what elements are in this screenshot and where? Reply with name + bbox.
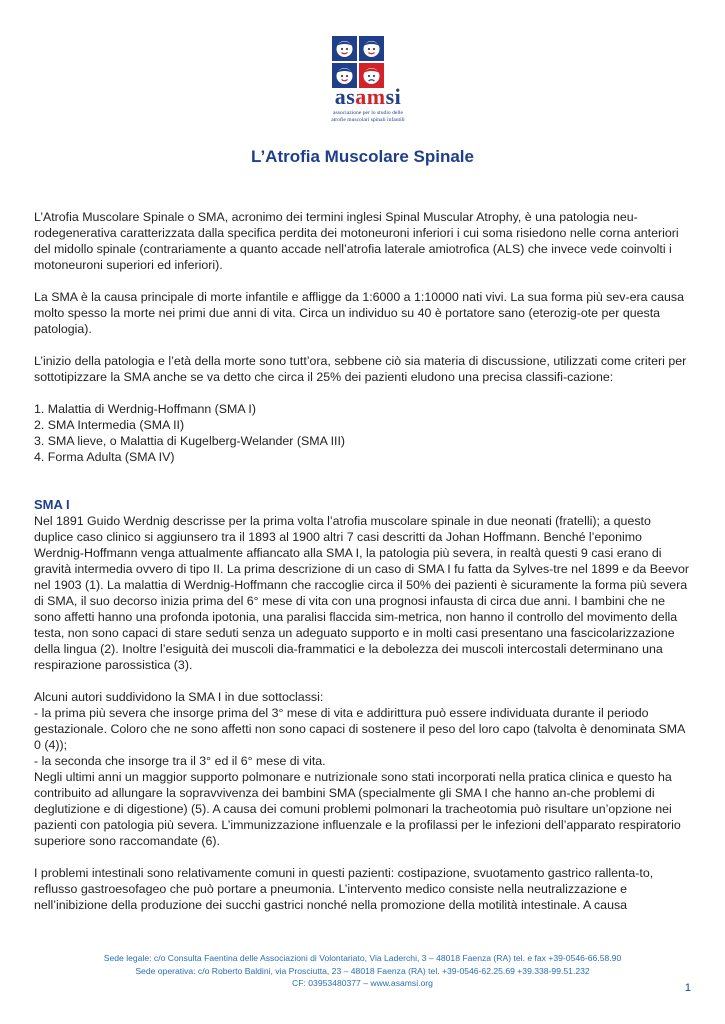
footer-cf-website: CF: 03953480377 – www.asamsi.org (292, 978, 433, 988)
page-footer (0, 952, 725, 990)
intro-paragraph-3: L’inizio della patologia e l’età della morte sono tutt’ora, sebbene ciò sia materia di discussione, utilizzati come criteri per sottotipizzare la SMA anche se va detto che circa il 25% dei pazienti eludono una precisa classifi-cazione: (34, 354, 687, 384)
section-paragraph-2: Alcuni autori suddividono la SMA I in due sottoclassi: (34, 690, 324, 704)
faces-logo-icon (332, 36, 384, 88)
section-paragraph-1: Nel 1891 Guido Werdnig descrisse per la prima volta l’atrofia muscolare spinale in due neonati (fratelli); a questo duplice caso clinico si aggiunsero tra il 1893 al 1900 altri 7 casi descritti da Johan Hoffmann. Benché l’eponimo Werdnig-Hoffmann venga attualmente affiancato alla SMA I, la patologia più severa, in realtà questi 9 casi erano di gravità intermedia ovvero di tipo II. La prima descrizione di un caso di SMA I fu fatta da Sylves-tre nel 1899 e da Beevor nel 1903 (1). La malattia di Werdnig-Hoffmann che raccoglie circa il 50% dei pazienti è sicuramente la forma più severa di SMA, il suo decorso inizia prima del 6° mese di vita con una prognosi infausta di circa due anni. I bambini che ne sono affetti hanno una profonda ipotonia, una paralisi flaccida sim-metrica, non hanno il controllo del movimento della testa, non sono capaci di stare seduti senza un adeguato supporto e in molti casi presentano una fascicolarizzazione della lingua (2). Inoltre l’esiguità dei muscoli dia-frammatici e la debolezza dei muscoli intercostali determinano una respirazione parossistica (3). (34, 514, 689, 672)
list-item: 3. SMA lieve, o Malattia di Kugelberg-Welander (SMA III) (34, 434, 346, 448)
logo-subtitle: associazione per lo studio delle atrofie muscolari spinali infantili (331, 110, 405, 123)
asamsi-logo (322, 24, 414, 130)
subclass-item-2: - la seconda che insorge tra il 3° ed il 6° mese di vita. (34, 754, 326, 768)
footer-legal-address: Sede legale: c/o Consulta Faentina delle Associazioni di Volontariato, Via Laderchi, 3 – 48018 Faenza (RA) tel. e fax +39-0546-66.58.90 (103, 953, 622, 963)
sma-types-list (34, 401, 690, 465)
section-paragraph-4: I problemi intestinali sono relativamente comuni in questi pazienti: costipazione, svuotamento gastrico rallenta-to, reflusso gastroesofageo che può portare a pneumonia. L’intervento medico consiste nella neutralizzazione e nell’inibizione della produzione dei succhi gastrici nonché nella promozione della motilità intestinale. A causa (34, 866, 654, 912)
subclass-item-1: - la prima più severa che insorge prima del 3° mese di vita e addirittura può essere individuata durante il periodo gestazionale. Coloro che ne sono affetti non sono capaci di sostenere il peso del loro capo (talvolta è denominata SMA 0 (4)); (34, 706, 685, 752)
intro-paragraph-2: La SMA è la causa principale di morte infantile e affligge da 1:6000 a 1:10000 nati vivi. La sua forma più sev-era causa molto spesso la morte nei primi due anni di vita. Circa un individuo su 40 è portatore sano (eterozig-ote per questa patologia). (34, 290, 684, 336)
section-paragraph-3: Negli ultimi anni un maggior supporto polmonare e nutrizionale sono stati incorporati nella pratica clinica e questo ha contribuito ad allungare la sopravvivenza dei bambini SMA (specialmente gli SMA I che hanno an-che problemi di deglutizione e di digestione) (5). A causa dei comuni problemi polmonari la tracheotomia può risultare un’opzione nei pazienti con patologia più severa. L’immunizzazione influenzale e la profilassi per le infezioni dell’apparato respiratorio superiore sono raccomandate (6). (34, 770, 681, 848)
logo-wordmark: asamsi (334, 84, 402, 109)
list-item: 4. Forma Adulta (SMA IV) (34, 450, 175, 464)
document-body (34, 209, 690, 913)
footer-operative-address: Sede operativa: c/o Roberto Baldini, via Prosciutta, 23 – 48018 Faenza (RA) tel. +39-0546-62.25.69 +39.338-99.51.232 (135, 965, 590, 976)
list-item: 2. SMA Intermedia (SMA II) (34, 418, 185, 432)
section-heading: SMA I (34, 497, 70, 512)
list-item: 1. Malattia di Werdnig-Hoffmann (SMA I) (34, 402, 256, 416)
page-title: L’Atrofia Muscolare Spinale (251, 147, 474, 166)
intro-paragraph-1: L’Atrofia Muscolare Spinale o SMA, acronimo dei termini inglesi Spinal Muscular Atrophy, è una patologia neu-rodegenerativa caratterizzata dalla specifica perdita dei motoneuroni inferiori i cui soma risiedono nelle corna anteriori del midollo spinale (contrariamente a quanto accade nell’atrofia laterale amiotrofica (ALS) che invece vede coinvolti i motoneuroni superiori ed inferiori). (34, 210, 679, 272)
page-number: 1 (684, 982, 691, 994)
